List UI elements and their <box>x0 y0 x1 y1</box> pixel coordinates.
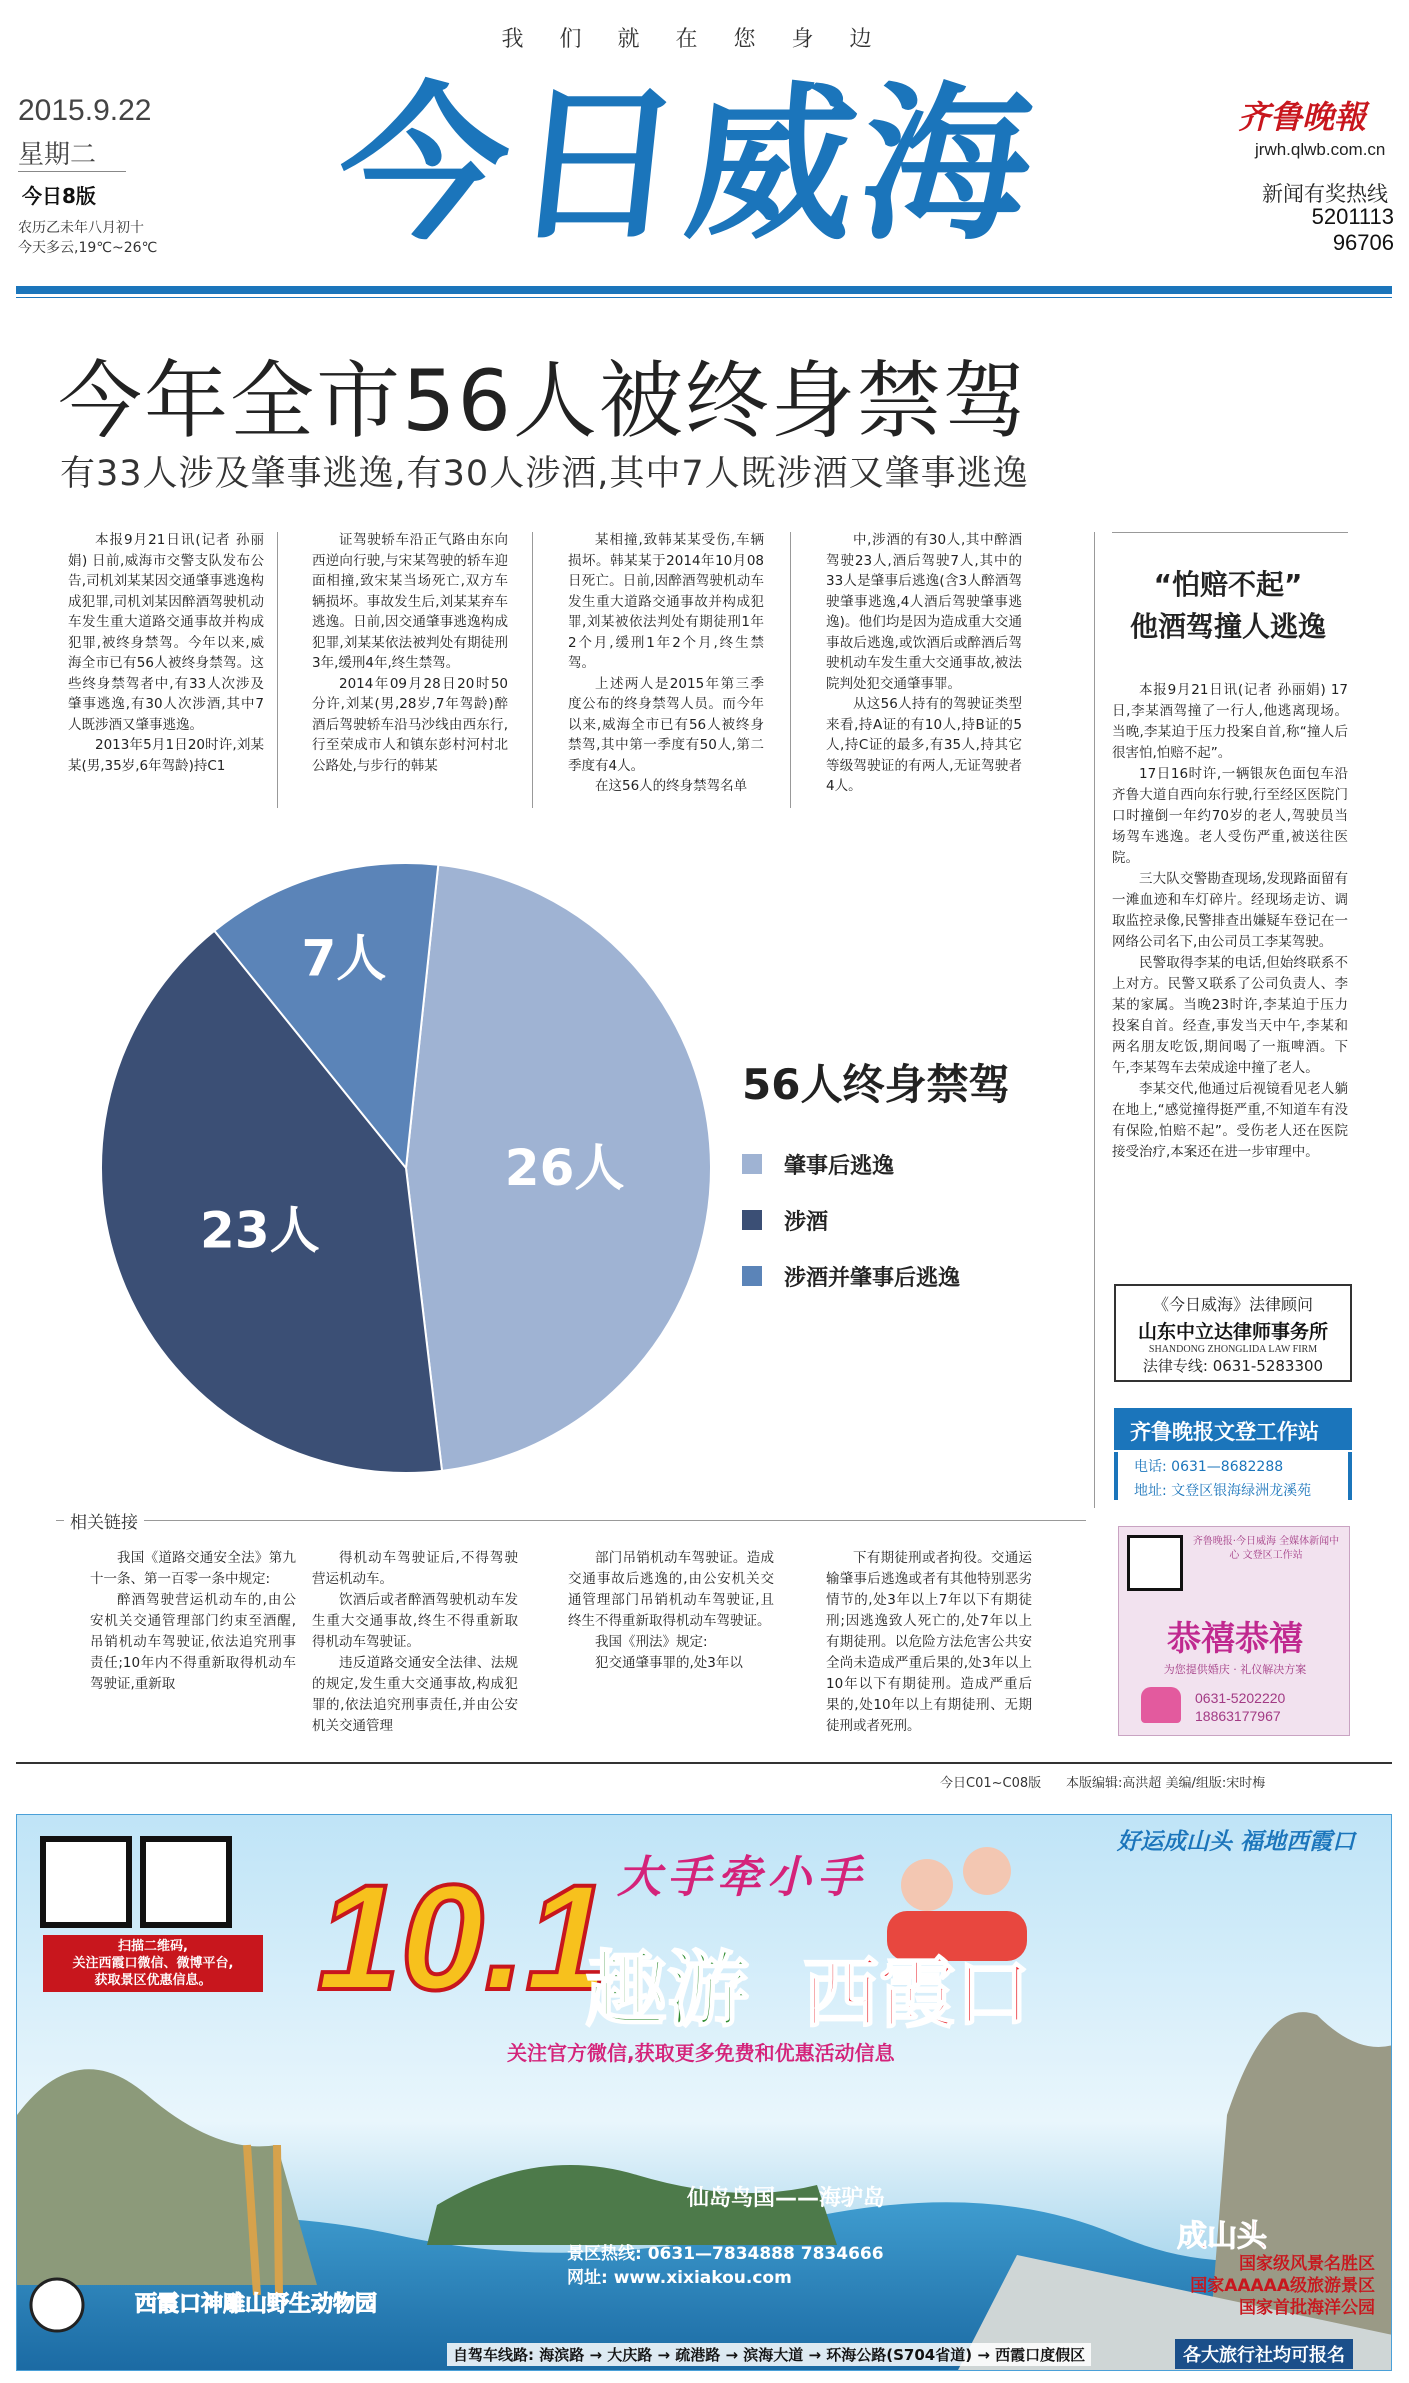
paragraph: 2014年09月28日20时50分许,刘某(男,28岁,7年驾龄)醉酒后驾驶轿车沿马沙线由西东行,行至荣成市人和镇东彭村河村北公路处,与步行的韩某 <box>312 675 508 774</box>
headline: 今年全市56人被终身禁驾 <box>58 352 1029 450</box>
tourism-banner-ad[interactable] <box>16 1814 1392 2371</box>
qr-code-icon <box>43 1839 129 1925</box>
banner-tagline: 好运成山头 福地西霞口 <box>1117 1829 1356 1855</box>
legend-swatch <box>742 1154 762 1174</box>
pie-chart <box>96 858 716 1478</box>
lunar-date: 农历乙未年八月初十 <box>18 220 144 236</box>
paragraph: 17日16时许,一辆银灰色面包车沿齐鲁大道自西向东行驶,行至经区医院门口时撞倒一年约70岁的老人,驾驶员当场驾车逃逸。老人受伤严重,被送往医院。 <box>1112 766 1348 866</box>
related-rule <box>56 1520 1086 1521</box>
paragraph: 醉酒驾驶营运机动车的,由公安机关交通管理部门约束至酒醒,吊销机动车驾驶证,依法追究刑事责任;10年内不得重新取得机动车驾驶证,重新取 <box>90 1592 296 1692</box>
ad-greeting: 恭禧恭禧 <box>1167 1619 1303 1659</box>
legend-item <box>742 1262 960 1290</box>
side-article-rule <box>1112 532 1348 533</box>
column-divider <box>790 532 791 808</box>
paper-url[interactable]: jrwh.qlwb.com.cn <box>1255 140 1386 159</box>
law-firm-english: SHANDONG ZHONGLIDA LAW FIRM <box>1148 1344 1318 1355</box>
child-illustration <box>963 1847 1011 1895</box>
ad-phone: 18863177967 <box>1195 1708 1281 1724</box>
paragraph: 中,涉酒的有30人,其中醉酒驾驶23人,酒后驾驶7人,其中的33人是肇事后逃逸(含3人醉酒驾驶肇事逃逸,4人酒后驾驶肇事逃逸)。他们均是因为造成重大交通事故后逃逸,或饮酒后或醉酒后驾驶机动车发生重大交通事故,被法院判处犯交通肇事罪。 <box>826 532 1022 692</box>
masthead: 今日威海 <box>329 67 1047 263</box>
pie-slice-label: 26人 <box>504 1139 625 1198</box>
related-column-3 <box>568 1548 774 1674</box>
banner-slogan-1: 趣游 <box>585 1943 750 2038</box>
related-column-4 <box>826 1548 1032 1737</box>
panda-icon <box>31 2279 83 2331</box>
page-divider <box>16 1762 1392 1764</box>
law-hotline: 法律专线: 0631-5283300 <box>1142 1357 1324 1375</box>
column-divider <box>532 532 533 808</box>
qr-code-icon <box>1127 1535 1183 1591</box>
banner-date: 10.1 <box>317 1853 609 2021</box>
banner-grade: 国家AAAAA级旅游景区 <box>1190 2276 1375 2296</box>
workstation-phone: 电话: 0631—8682288 <box>1118 1452 1348 1476</box>
side-article-title-2: 他酒驾撞人逃逸 <box>1129 610 1326 643</box>
subheadline: 有33人涉及肇事逃逸,有30人涉酒,其中7人既涉酒又肇事逃逸 <box>60 454 1029 494</box>
banner-info: 关注官方微信,获取更多免费和优惠活动信息 <box>507 2041 895 2065</box>
paragraph: 犯交通肇事罪的,处3年以 <box>595 1655 743 1671</box>
child-illustration <box>901 1859 953 1911</box>
workstation-title: 齐鲁晚报文登工作站 <box>1114 1408 1352 1452</box>
paragraph: 李某交代,他通过后视镜看见老人躺在地上,“感觉撞得挺严重,不知道车有没有保险,怕赔不起”。受伤老人还在医院接受治疗,本案还在进一步审理中。 <box>1112 1081 1348 1160</box>
legend-label: 涉酒并肇事后逃逸 <box>784 1265 961 1291</box>
banner-chengshantou: 成山头 <box>1177 2219 1267 2254</box>
qr-caption-line: 关注西霞口微信、微博平台, <box>72 1956 234 1971</box>
related-column-1 <box>90 1548 296 1695</box>
qr-caption-line: 获取景区优惠信息。 <box>94 1973 212 1988</box>
chart-title: 56人终身禁驾 <box>742 1060 1011 1109</box>
banner-island: 仙岛鸟国——海驴岛 <box>687 2186 886 2211</box>
paragraph: 下有期徒刑或者拘役。交通运输肇事后逃逸或者有其他特别恶劣情节的,处3年以上7年以下有期徒刑;因逃逸致人死亡的,处7年以上有期徒刑。以危险方法危害公共安全尚未造成严重后果的,处3年以上10年以下有期徒刑。造成严重后果的,处10年以上有期徒刑、无期徒刑或者死刑。 <box>826 1550 1032 1734</box>
banner-hotline: 景区热线: 0631—7834888 7834666 <box>567 2244 884 2264</box>
banner-website[interactable]: 网址: www.xixiakou.com <box>567 2268 792 2288</box>
qr-caption <box>43 1935 263 1992</box>
paragraph: 证驾驶轿车沿正气路由东向西逆向行驶,与宋某驾驶的轿车迎面相撞,致宋某当场死亡,双方车辆损坏。事故发生后,刘某某弃车逃逸。日前,因交通肇事逃逸构成犯罪,刘某某依法被判处有期徒刑3年,缓刑4年,终生禁驾。 <box>312 532 508 671</box>
cross-reference: 今日C01~C08版 <box>940 1776 1042 1791</box>
motto: 我们就在您身边 <box>501 27 908 52</box>
paragraph: 三大队交警勘查现场,发现路面留有一滩血迹和车灯碎片。经现场走访、调取监控录像,民警排查出嫌疑车登记在一网络公司名下,由公司员工李某驾驶。 <box>1112 871 1348 950</box>
paragraph: 在这56人的终身禁驾名单 <box>595 778 748 794</box>
ad-phones <box>1195 1689 1285 1725</box>
ad-phone: 0631-5202220 <box>1195 1690 1286 1706</box>
wedding-ad[interactable] <box>1118 1526 1350 1736</box>
banner-route: 自驾车线路: 海滨路 → 大庆路 → 疏港路 → 滨海大道 → 环海公路(S704省道) → 西霞口度假区 <box>447 2343 1091 2366</box>
weather: 今天多云,19℃~26℃ <box>18 240 158 256</box>
article-column-1 <box>68 530 264 776</box>
editor-credits: 本版编辑:高洪超 美编/组版:宋时梅 <box>1066 1776 1266 1791</box>
hotline-label: 新闻有奖热线 <box>1262 182 1388 206</box>
legal-advisor-box <box>1114 1284 1352 1382</box>
side-article-body <box>1112 680 1348 1163</box>
article-column-2 <box>312 530 508 776</box>
paragraph: 得机动车驾驶证后,不得驾驶营运机动车。 <box>312 1550 518 1587</box>
edition-count: 今日8版 <box>22 184 96 208</box>
banner-grades <box>1169 2253 1375 2319</box>
banner-agency: 各大旅行社均可报名 <box>1175 2339 1353 2369</box>
paragraph: 从这56人持有的驾驶证类型来看,持A证的有10人,持B证的5人,持C证的最多,有35人,持其它等级驾驶证的有两人,无证驾驶者4人。 <box>826 696 1022 794</box>
legend-item <box>742 1150 894 1178</box>
workstation-address: 地址: 文登区银海绿洲龙溪苑 <box>1118 1476 1348 1500</box>
banner-grade: 国家首批海洋公园 <box>1239 2298 1375 2318</box>
column-divider <box>1094 532 1095 1508</box>
paragraph: 上述两人是2015年第三季度公布的终身禁驾人员。而今年以来,威海全市已有56人被终身禁驾,其中第一季度有50人,第二季度有4人。 <box>568 675 764 774</box>
law-box-line: 《今日威海》法律顾问 <box>1152 1295 1313 1314</box>
legend-swatch <box>742 1210 762 1230</box>
banner-slogan-small: 大手牵小手 <box>617 1852 867 1903</box>
workstation-box <box>1114 1408 1352 1500</box>
legend-label: 肇事后逃逸 <box>784 1153 895 1179</box>
ad-sponsor: 齐鲁晚报·今日威海 全媒体新闻中心 文登区工作站 <box>1192 1536 1340 1561</box>
article-column-3 <box>568 530 764 797</box>
paragraph: 本报9月21日讯(记者 孙丽娟) 日前,威海市交警支队发布公告,司机刘某某因交通肇事逃逸构成犯罪,司机刘某因醉酒驾驶机动车发生重大道路交通事故并构成犯罪,被终身禁驾。今年以来,威海全市已有56人被终身禁驾。这些终身禁驾者中,有33人次涉及肇事逃逸,有30人次涉酒,其中7人既涉酒又肇事逃逸。 <box>68 532 264 733</box>
qr-code-icon <box>143 1839 229 1925</box>
side-article-title: “怕赔不起” <box>1153 568 1303 601</box>
paragraph: 我国《道路交通安全法》第九十一条、第一百零一条中规定: <box>90 1550 296 1587</box>
banner-slogan-2: 西霞口 <box>803 1949 1031 2038</box>
paragraph: 饮酒后或者醉酒驾驶机动车发生重大交通事故,终生不得重新取得机动车驾驶证。 <box>312 1592 518 1650</box>
related-column-2 <box>312 1548 518 1737</box>
column-divider <box>277 532 278 808</box>
paper-logo: 齐鲁晚報 <box>1238 98 1367 136</box>
law-firm-name: 山东中立达律师事务所 <box>1137 1321 1328 1343</box>
paragraph: 2013年5月1日20时许,刘某某(男,35岁,6年驾龄)持C1 <box>68 737 264 774</box>
paragraph: 我国《刑法》规定: <box>595 1634 708 1650</box>
legend-swatch <box>742 1266 762 1286</box>
legend-item <box>742 1206 828 1234</box>
related-label: 相关链接 <box>64 1508 144 1533</box>
telephone-icon <box>1141 1687 1181 1723</box>
lunar-weather <box>18 218 157 258</box>
legend-label: 涉酒 <box>784 1209 829 1235</box>
header-line <box>16 297 1392 298</box>
qr-caption-line: 扫描二维码, <box>118 1939 188 1954</box>
ad-slogan: 为您提供婚庆 · 礼仪解决方案 <box>1163 1663 1307 1676</box>
banner-zoo: 西霞口神雕山野生动物园 <box>135 2292 378 2317</box>
issue-date: 2015.9.22 <box>18 94 152 127</box>
banner-grade: 国家级风景名胜区 <box>1239 2254 1375 2274</box>
article-column-4 <box>826 530 1022 797</box>
header-bar <box>16 286 1392 294</box>
hotline-number-2: 96706 <box>1332 230 1394 255</box>
paragraph: 违反道路交通安全法律、法规的规定,发生重大交通事故,构成犯罪的,依法追究刑事责任,并由公安机关交通管理 <box>312 1655 518 1734</box>
pie-slice-label: 7人 <box>301 929 387 988</box>
pie-slice-label: 23人 <box>200 1201 320 1260</box>
paragraph: 部门吊销机动车驾驶证。造成交通事故后逃逸的,由公安机关交通管理部门吊销机动车驾驶证,且终生不得重新取得机动车驾驶证。 <box>568 1550 774 1629</box>
paragraph: 本报9月21日讯(记者 孙丽娟) 17日,李某酒驾撞了一行人,他逃离现场。当晚,李某迫于压力投案自首,称“撞人后很害怕,怕赔不起”。 <box>1112 682 1348 761</box>
hotline-number-1: 5201113 <box>1311 204 1394 229</box>
paragraph: 某相撞,致韩某某受伤,车辆损坏。韩某某于2014年10月08日死亡。日前,因醉酒驾驶机动车发生重大道路交通事故并构成犯罪,刘某被依法判处有期徒刑1年2个月,缓刑1年2个月,终生禁驾。 <box>568 532 764 671</box>
paragraph: 民警取得李某的电话,但始终联系不上对方。民警又联系了公司负责人、李某的家属。当晚23时许,李某迫于压力投案自首。经查,事发当天中午,李某和两名朋友吃饭,期间喝了一瓶啤酒。下午,李某驾车去荣成途中撞了老人。 <box>1112 955 1348 1076</box>
weekday: 星期二 <box>18 134 126 172</box>
